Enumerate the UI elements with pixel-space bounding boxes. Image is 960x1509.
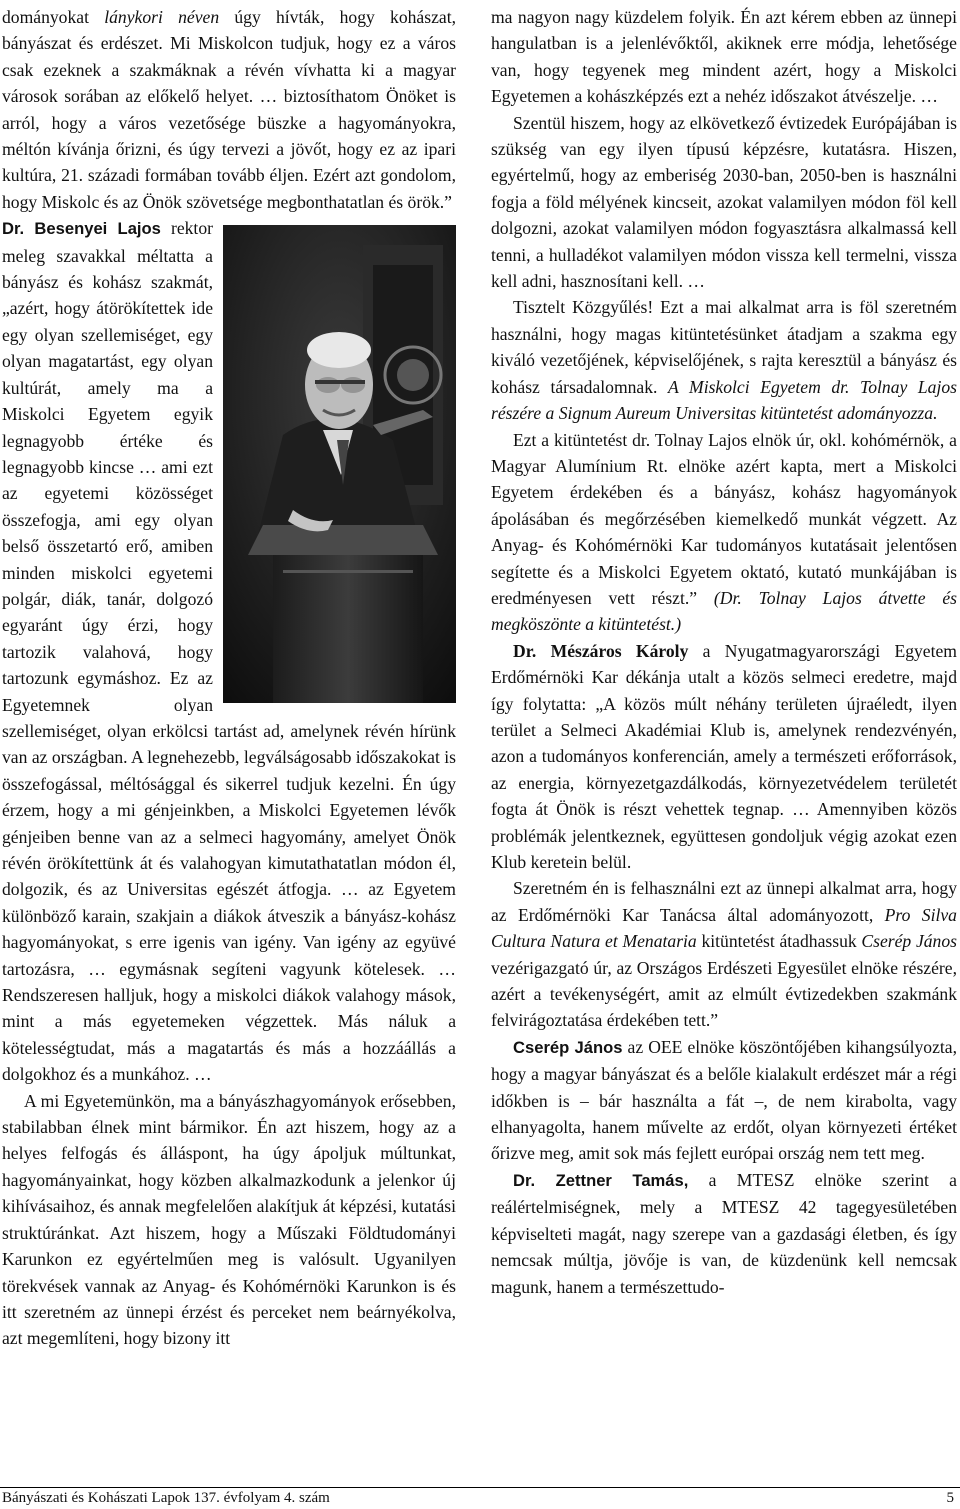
text-run: vezérigazgató úr, az Országos Erdészeti Egyesület elnöke részére, azért a tevékenységért, amit az elmúlt évtizedekben szakmánk felvirágoztatása érdekében tett.” bbox=[491, 957, 957, 1031]
paragraph-award bbox=[491, 294, 957, 426]
speaker-name: Dr. Besenyei Lajos bbox=[2, 219, 161, 239]
text-run: úgy hívták, hogy kohászat, bányászat és erdészet. Mi Miskolcon tudjuk, hogy ez a város csak ezeknek a szakmáknak a révén vívhatta ki a magyar városok sorában az előkelő helyet. … biztosíthatom Önöket is arról, hogy a város vezetősége büszke a hagyományokra, méltón kívánja őrizni, és úgy tervezi a jövőt, hogy ez az ipari kultúra, 21. századi formában tovább éljen. Ezért azt gondolom, hogy Miskolc és az Önök szövetsége megbonthatatlan és örök.” bbox=[2, 7, 456, 212]
footer-journal-title: Bányászati és Kohászati Lapok 137. évfolyam 4. szám bbox=[2, 1490, 330, 1506]
speaker-photo-image bbox=[223, 225, 456, 703]
italic-text-run: Cserép János bbox=[861, 931, 957, 952]
footer-divider bbox=[0, 1487, 960, 1488]
speaker-photo bbox=[223, 225, 456, 703]
paragraph-meszaros bbox=[491, 638, 957, 876]
paragraph: Szentül hiszem, hogy az elkövetkező évtizedek Európájában is szükség van egy ilyen típusú képzésre, kutatásra. Hiszen, egyértelmű, hogy az emberiség 2030-ban, 2050-ben is használni fogja a föld mélyének kincseit, azokat valamilyen módon föl kell dolgozni, azokat valamilyen módon fogyasztásra alkalmassá kell tenni, a hulladékot valamilyen módon vissza kell termelni, vissza kell adni, hasznosítani kell. … bbox=[491, 112, 957, 292]
italic-text-run: Pro Silva Cultura Natura et Menataria bbox=[491, 904, 957, 952]
speaker-name: Dr. Mészáros Károly bbox=[513, 640, 689, 661]
text-run: Tisztelt Közgyűlés! Ezt a mai alkalmat arra is föl szeretném használni, hogy magas kitüntetésünket átadjam a szakma egy kiváló vezetőjének, képviselőjének, s rajta keresztül a bányász és kohász társadalomnak. bbox=[491, 297, 957, 397]
text-run: kitüntetést átadhassuk bbox=[696, 931, 862, 952]
page-number: 5 bbox=[946, 1490, 954, 1506]
paragraph bbox=[491, 875, 957, 1033]
text-run: Szeretném én is felhasználni ezt az ünnepi alkalmat arra, hogy az Erdőmérnöki Kar Tanácsa által adományozott, bbox=[491, 878, 957, 925]
text-run: a MTESZ elnöke szerint a reálértelmiségnek, mely a MTESZ 42 tagegyesületében képviselteti magát, nagy szerepe van a gazdasági életben, és így nemcsak múltja, jövője is van, de küzdenünk kell nemcsak magunk, hanem a természettudo- bbox=[491, 1169, 957, 1297]
text-run: A mi Egyetemünkön, ma a bányászhagyományok erősebben, stabilabban élnek mint bármikor. Én azt hiszem, hogy az a helyes felfogás és álláspont, ha úgy ápoljuk múltunkat, hagyományainkat, hogy közben alkalmazkodunk a jelenkor új kihívásaihoz, és annak megfelelően alakítjuk át képzési, kutatási struktúránkat. Azt hiszem, hogy a Műszaki Földtudományi Karunkon ez egyértelműen meg is valósult. Ugyanilyen törekvések vannak az Anyag- és Kohómérnöki Karunkon is és itt szeretném az ünnepi érzést és perceket nem beárnyékolva, azt megemlíteni, hogy bizony itt bbox=[2, 1090, 456, 1349]
right-column bbox=[491, 4, 957, 1300]
paragraph-zettner bbox=[491, 1167, 957, 1300]
speaker-name: Cserép János bbox=[513, 1037, 623, 1057]
paragraph-besenyei-continued bbox=[2, 1088, 456, 1352]
italic-text-run: (Dr. Tolnay Lajos átvette és megköszönte a kitüntetést.) bbox=[491, 587, 957, 635]
italic-text-run: lánykori néven bbox=[104, 7, 220, 27]
text-run: Ezt a kitüntetést dr. Tolnay Lajos elnök úr, okl. kohómérnök, a Magyar Alumínium Rt. elnöke azért kapta, mert a Miskolci Egyetem érdekében és a bányász, kohász hagyományok ápolásában és megőrzésében kiemelkedő munkát végzett. Az Anyag- és Kohómérnöki Kar tudományos kutatásait jelentősen segítette és a Miskolci Egyetem oktató, kutató munkájában is eredményesen vett részt.” bbox=[491, 429, 957, 608]
text-run: a Nyugatmagyarországi Egyetem Erdőmérnöki Kar dékánja utalt a közös selmeci eredetre, majd így folytatta: „A közös múlt néhány területen újraéledt, ilyen terület a Selmeci Akadémiai Klub is, amelynek rendezvényén, azon a tudományos konferencián, amely a természeti erőforrások, az energia, környezetgazdálkodás, környezetvédelem területét fogta át Önök is részt vehettek tegnap. … Amennyiben közös problémák jelentkeznek, együttesen gondoljuk végig azokat ezen Klub keretein belül. bbox=[491, 640, 957, 872]
left-column bbox=[2, 4, 456, 1352]
paragraph-intro-end bbox=[2, 4, 456, 215]
text-run: dományokat bbox=[2, 7, 105, 27]
paragraph-continued: ma nagyon nagy küzdelem folyik. Én azt kérem ebben az ünnepi hangulatban is a jelenlévőktől, akiknek erre módja, lehetősége van, hogy tegyenek meg mindent azért, hogy a Miskolci Egyetemen a kohászképzés ezt a nehéz időszakot átvészelje. … bbox=[491, 7, 957, 107]
text-run: az OEE elnöke köszöntőjében kihangsúlyozta, hogy a magyar bányászat és a belőle kialakult erdészet már a régi időkben is – bár használta a fát –, de nem kirabolta, vagy elhanyagolta, hanem művelte az erdőt, olyan környezeti értéket őrizve meg, amit sok más fejlett európai ország nem tett meg. bbox=[491, 1036, 957, 1164]
text-run: rektor meleg szavakkal méltatta a bányász és kohász szakmát, „azért, hogy átörökítettek ide egy olyan szellemiséget, egy olyan magatartást, egy olyan kultúrát, amely ma a Miskolci Egyetem egyik legnagyobb értéke és legnagyobb kincse … ami ezt az egyetemi közösséget összefogja, ami egy olyan belső összetartó erő, amiben minden miskolci egyetemi polgár, diák, tanár, dolgozó egyaránt úgy érzi, hogy tartozik valahová, hogy tartozunk egymáshoz. Ez az Egyetemnek olyan szellemiséget, olyan erkölcsi tartást ad, amelynek révén hírünk van az országban. A legnehezebb, legválságosabb időszakokat is összefogással, méltósággal és sikerrel tudjuk kezelni. Én úgy érzem, hogy a mi génjeinkben, a Miskolci Egyetemen lévők génjeiben benne van az a selmeci hagyomány, amelyet Önök révén örökítettünk át és valahogyan kimutathatatlan módon él, dolgozik, és az Universitas egészét átfogja. … az Egyetem különböző karain, szakjain a diákok átveszik a bányász-kohász hagyományokat, s erre igenis van igény. Van igény az együvé tartozásra, … egymásnak segíteni vagyunk kötelesek. … Rendszeresen halljuk, hogy a miskolci diákok valahogy mások, mint a más egyetemeken végzettek. Más náluk a kötelességtudat, más a magatartás és más a hozzáállás a dolgokhoz és a munkához. … bbox=[2, 218, 456, 1085]
italic-text-run: A Miskolci Egyetem dr. Tolnay Lajos részére a Signum Aureum Universitas kitüntetést adományozza. bbox=[491, 376, 957, 424]
paragraph-cserep bbox=[491, 1034, 957, 1167]
speaker-name: Dr. Zettner Tamás, bbox=[513, 1170, 689, 1190]
paragraph-award-reason bbox=[491, 427, 957, 638]
